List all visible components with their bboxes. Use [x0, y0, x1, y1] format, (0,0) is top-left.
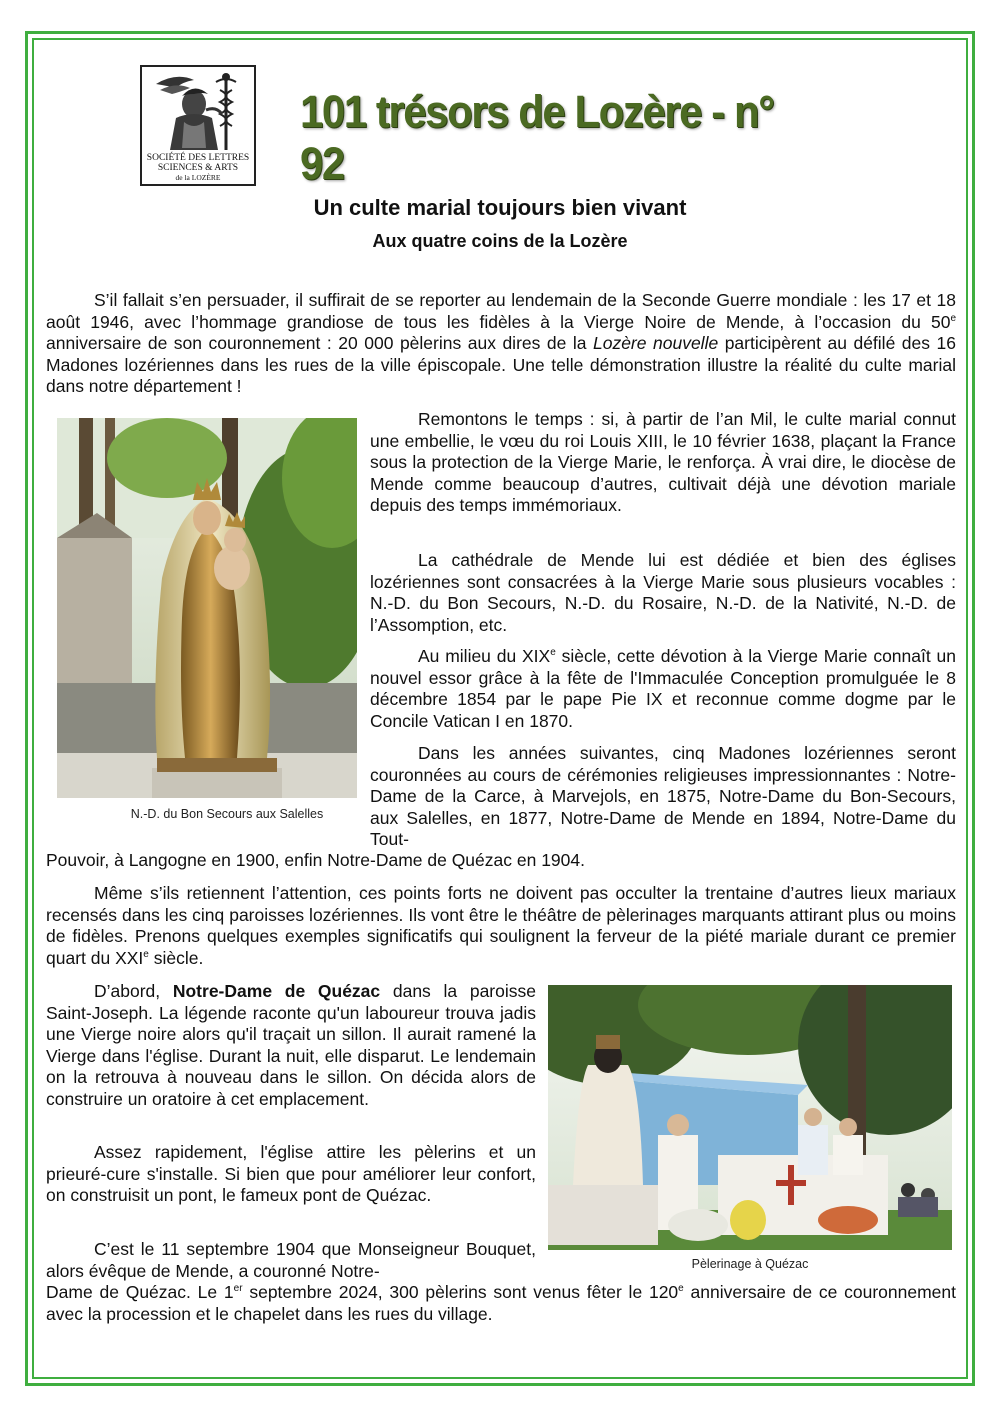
logo-text-line3: de la LOZÈRE — [175, 173, 221, 182]
paragraph-intro: S’il fallait s’en persuader, il suffirait de se reporter au lendemain de la Seconde Guerre mondiale : les 17 et 18 août 1946, avec l’hommage grandiose de tous les fidèles à la Vierge Noire de Mende, à l’occasion du 50e anniversaire de son couronnement : 20 000 pèlerins aux dires de la Lozère nouvelle participèrent au défilé des 16 Madones lozériennes dans les rues de la ville épiscopale. Une telle démonstration illustre la réalité du culte marial dans notre département ! — [46, 290, 956, 396]
page-title: 101 trésors de Lozère - n° 92 — [300, 86, 774, 189]
logo-text-line1: SOCIÉTÉ DES LETTRES — [146, 153, 250, 163]
paragraph-coronations: Dans les années suivantes, cinq Madones lozériennes seront couronnées au cours de cérémonies religieuses impressionnantes : Notre-Dame de la Carce, à Marvejols, en 1875, Notre-Dame du Bon-Secours, aux Salelles, en 1877, Notre-Dame de Mende en 1894, Notre-Dame du Tout- — [370, 743, 956, 849]
paragraph-quezac-bridge: Assez rapidement, l'église attire les pèlerins et un prieuré-cure s'installe. Si bien que pour améliorer leur confort, on construisit un pont, le fameux pont de Quézac. — [46, 1142, 536, 1205]
paragraph-immaculate-conception: Au milieu du XIXe siècle, cette dévotion à la Vierge Marie connaît un nouvel essor grâce à la fête de l'Immaculée Conception promulguée le 8 décembre 1854 par le pape Pie IX et reconnue comme dogme par le Concile Vatican I en 1870. — [370, 646, 957, 731]
paragraph-quezac-legend: D’abord, Notre-Dame de Quézac dans la paroisse Saint-Joseph. La légende raconte qu'un laboureur trouva jadis une Vierge noire alors qu'il traçait un sillon. Il aurait ramené la Vierge dans l'église. Durant la nuit, elle disparut. Le lendemain on la retrouva à nouveau dans le sillon. On décida alors de construire un oratoire à cet emplacement. — [46, 981, 536, 1109]
article-subheading: Aux quatre coins de la Lozère — [372, 231, 628, 251]
paragraph-cathedral: La cathédrale de Mende lui est dédiée et bien des églises lozériennes sont consacrées à la Vierge Marie sous plusieurs vocables : N.-D. du Bon Secours, N.-D. du Rosaire, N.-D. de la Nativité, N.-D. de l’Assomption, etc. — [370, 550, 956, 635]
paragraph-history: Remontons le temps : si, à partir de l’an Mil, le culte marial connut une embellie, le vœu du roi Louis XIII, le 10 février 1638, plaçant la France sous la protection de la Vierge Marie, le renforça. À vrai dire, le diocèse de Mende comme beaucoup d’autres, cultivait déjà une dévotion mariale depuis des temps immémoriaux. — [370, 409, 956, 515]
mercury-emblem-icon — [146, 70, 250, 152]
logo-text-line2: SCIENCES & ARTS — [157, 163, 239, 173]
article-heading: Un culte marial toujours bien vivant — [313, 195, 687, 220]
paragraph-other-places: Même s’ils retiennent l’attention, ces points forts ne doivent pas occulter la trentaine d’autres lieux mariaux recensés dans les cinq paroisses lozériennes. Ils vont être le théâtre de pèlerinages marquants attirant plus ou moins de fidèles. Prenons quelques exemples significatifs qui soulignent la ferveur de la piété mariale durant ce premier quart du XXIe siècle. — [46, 883, 956, 968]
photo-caption-madonna: N.-D. du Bon Secours aux Salelles — [130, 807, 324, 821]
paragraph-coronations-continued: Pouvoir, à Langogne en 1900, enfin Notre-Dame de Quézac en 1904. — [46, 850, 585, 870]
pilgrimage-photo — [548, 985, 952, 1250]
society-logo — [140, 65, 256, 186]
paragraph-quezac-coronation: C’est le 11 septembre 1904 que Monseigneur Bouquet, alors évêque de Mende, a couronné Notre- — [46, 1239, 536, 1281]
photo-caption-pilgrimage: Pèlerinage à Quézac — [691, 1257, 809, 1271]
madonna-photo — [57, 418, 357, 798]
paragraph-quezac-coronation-continued: Dame de Quézac. Le 1er septembre 2024, 300 pèlerins sont venus fêter le 120e anniversaire de ce couronnement avec la procession et le chapelet dans les rues du village. — [46, 1282, 957, 1324]
